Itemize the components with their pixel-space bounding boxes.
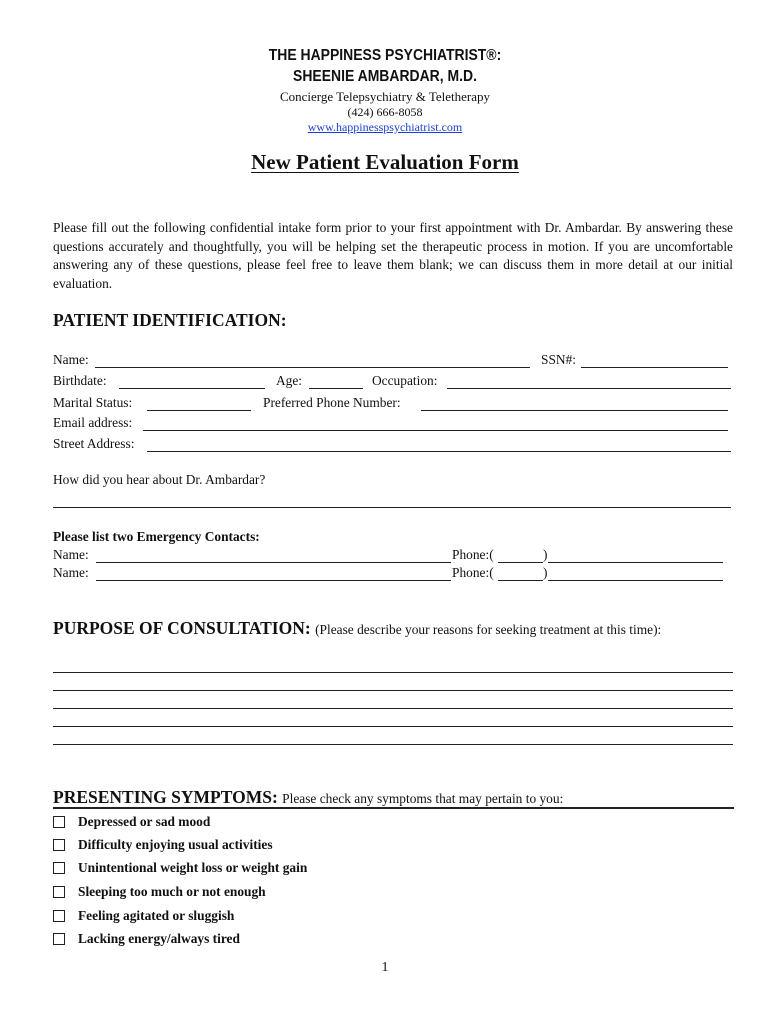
symptom-label: Unintentional weight loss or weight gain	[78, 860, 308, 875]
practice-name: THE HAPPINESS PSYCHIATRIST®:	[268, 47, 502, 64]
practice-subtitle: Concierge Telepsychiatry & Teletherapy	[279, 89, 491, 104]
emergency-area-code-field-2[interactable]	[498, 580, 543, 581]
symptom-item[interactable]	[53, 908, 234, 924]
form-title	[0, 150, 770, 175]
street-address-label: Street Address:	[53, 436, 135, 451]
checkbox[interactable]	[53, 862, 65, 874]
emergency-name-field-2[interactable]	[96, 580, 451, 581]
form-title-text: New Patient Evaluation Form	[251, 150, 519, 174]
purpose-section	[53, 618, 661, 639]
symptom-label: Sleeping too much or not enough	[78, 884, 266, 899]
marital-status-field[interactable]	[147, 410, 251, 411]
purpose-heading: PURPOSE OF CONSULTATION:	[53, 618, 311, 638]
ssn-label: SSN#:	[541, 352, 576, 367]
birthdate-field[interactable]	[119, 388, 265, 389]
emergency-name-field-1[interactable]	[96, 562, 451, 563]
purpose-line-5[interactable]	[53, 744, 733, 745]
emergency-phone-close-1: )	[543, 547, 548, 562]
purpose-line-4[interactable]	[53, 726, 733, 727]
street-address-field[interactable]	[147, 451, 731, 452]
purpose-line-2[interactable]	[53, 690, 733, 691]
page-number: 1	[381, 960, 389, 975]
website-link[interactable]: www.happinesspsychiatrist.com	[307, 120, 463, 134]
email-label: Email address:	[53, 415, 133, 430]
emergency-phone-close-2: )	[543, 565, 548, 580]
symptom-label: Feeling agitated or sluggish	[78, 908, 235, 923]
occupation-field[interactable]	[447, 388, 731, 389]
symptom-item[interactable]	[53, 837, 273, 853]
checkbox[interactable]	[53, 816, 65, 828]
checkbox[interactable]	[53, 910, 65, 922]
age-field[interactable]	[309, 388, 363, 389]
preferred-phone-field[interactable]	[421, 410, 728, 411]
preferred-phone-label: Preferred Phone Number:	[263, 395, 401, 410]
doctor-name: SHEENIE AMBARDAR, M.D.	[293, 68, 477, 85]
checkbox[interactable]	[53, 839, 65, 851]
patient-identification-heading: PATIENT IDENTIFICATION:	[53, 310, 287, 330]
symptoms-note: Please check any symptoms that may pertain to you:	[282, 791, 564, 806]
emergency-name-label-2: Name:	[53, 565, 89, 580]
email-field[interactable]	[143, 430, 728, 431]
emergency-contacts-heading: Please list two Emergency Contacts:	[53, 529, 260, 544]
symptoms-section	[53, 787, 563, 808]
practice-phone: (424) 666-8058	[347, 105, 423, 119]
emergency-phone-label-1: Phone:(	[452, 547, 494, 562]
symptom-item[interactable]	[53, 814, 210, 830]
symptom-item[interactable]	[53, 931, 240, 947]
emergency-phone-field-1[interactable]	[548, 562, 723, 563]
symptom-label: Difficulty enjoying usual activities	[78, 837, 273, 852]
name-label: Name:	[53, 352, 89, 367]
age-label: Age:	[276, 373, 303, 388]
purpose-note: (Please describe your reasons for seeking treatment at this time):	[315, 622, 662, 637]
purpose-line-3[interactable]	[53, 708, 733, 709]
website-container	[0, 120, 770, 135]
emergency-phone-field-2[interactable]	[548, 580, 723, 581]
checkbox[interactable]	[53, 933, 65, 945]
symptom-label: Lacking energy/always tired	[78, 931, 240, 946]
symptom-item[interactable]	[53, 884, 266, 900]
marital-status-label: Marital Status:	[53, 395, 133, 410]
symptoms-divider	[53, 807, 734, 809]
name-field[interactable]	[95, 367, 530, 368]
symptoms-heading: PRESENTING SYMPTOMS:	[53, 787, 278, 807]
referral-question: How did you hear about Dr. Ambardar?	[53, 472, 266, 487]
purpose-line-1[interactable]	[53, 672, 733, 673]
symptom-item[interactable]	[53, 860, 307, 876]
occupation-label: Occupation:	[372, 373, 438, 388]
intro-paragraph: Please fill out the following confidential intake form prior to your first appointment with Dr. Ambardar. By answering these questions accurately and thoughtfully, you will be helping set the therapeutic process in motion. If you are uncomfortable answering any of these questions, please feel free to leave them blank; we can discuss them in more detail at our initial evaluation.	[53, 220, 733, 291]
ssn-field[interactable]	[581, 367, 728, 368]
checkbox[interactable]	[53, 886, 65, 898]
symptom-label: Depressed or sad mood	[78, 814, 211, 829]
emergency-name-label-1: Name:	[53, 547, 89, 562]
emergency-area-code-field-1[interactable]	[498, 562, 543, 563]
referral-field[interactable]	[53, 507, 731, 508]
emergency-phone-label-2: Phone:(	[452, 565, 494, 580]
birthdate-label: Birthdate:	[53, 373, 107, 388]
